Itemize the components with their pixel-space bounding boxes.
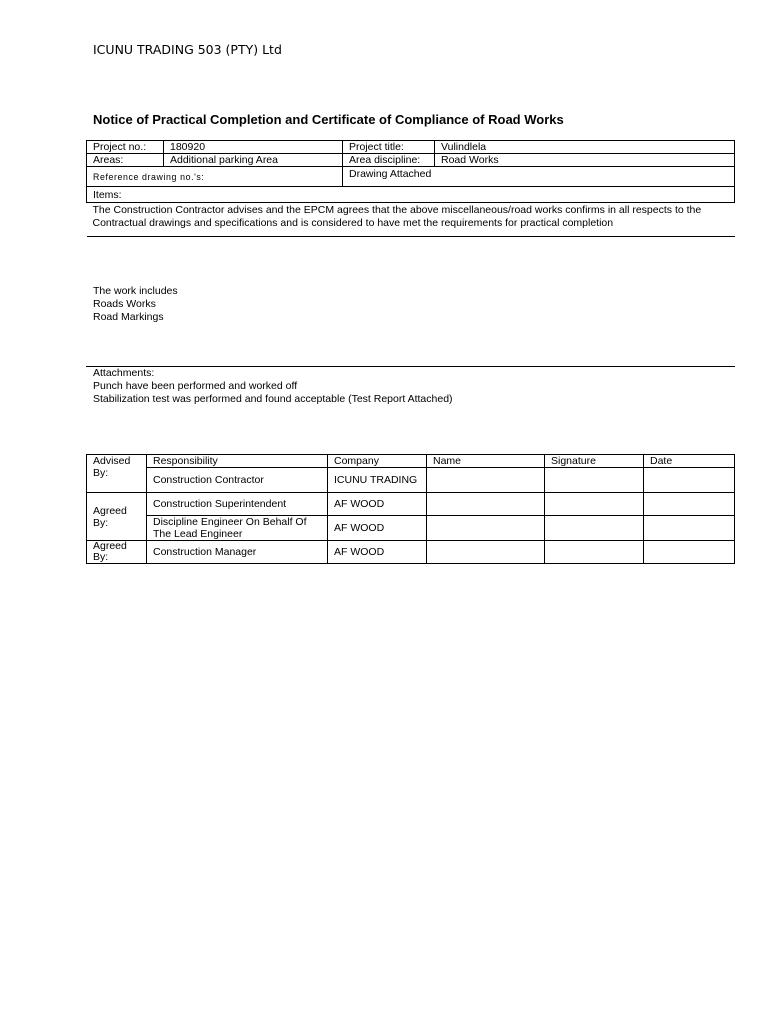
advised-label-line: Advised	[93, 455, 131, 467]
header-name: Name	[427, 455, 545, 468]
reference-drawing-row	[87, 167, 735, 187]
responsibility-line: Discipline Engineer On Behalf Of	[153, 516, 307, 528]
reference-drawing-label: Reference drawing no.'s:	[93, 171, 205, 182]
agreed-by-label-2	[87, 541, 147, 564]
table-row	[87, 516, 735, 541]
items-label: Items:	[93, 188, 122, 201]
name-field[interactable]	[427, 516, 545, 541]
company-cell: AF WOOD	[328, 493, 427, 516]
statement-line-1: The Construction Contractor advises and the EPCM agrees that the above miscellaneous/road works confirms in all respects to the	[92, 204, 702, 216]
project-title-value: Vulindlela	[435, 141, 735, 154]
area-discipline-value: Road Works	[435, 154, 735, 167]
document-title: Notice of Practical Completion and Certificate of Compliance of Road Works	[93, 112, 564, 127]
agreed-label-line: By:	[93, 551, 109, 563]
signature-field[interactable]	[545, 516, 644, 541]
compliance-statement	[87, 203, 735, 237]
agreed-label-line: By:	[93, 516, 109, 529]
statement-row	[87, 203, 735, 237]
date-field[interactable]	[644, 541, 735, 564]
table-row	[87, 541, 735, 564]
responsibility-line: The Lead Engineer	[153, 528, 243, 540]
responsibility-cell: Construction Contractor	[147, 468, 328, 493]
signature-field[interactable]	[545, 468, 644, 493]
attachment-item: Stabilization test was performed and found acceptable (Test Report Attached)	[93, 393, 453, 405]
header-signature: Signature	[545, 455, 644, 468]
project-title-label: Project title:	[343, 141, 435, 154]
areas-row	[87, 154, 735, 167]
area-discipline-label: Area discipline:	[343, 154, 435, 167]
items-row	[87, 187, 735, 203]
statement-line-2: Contractual drawings and specifications and is considered to have met the requirements for practical completion	[92, 217, 614, 229]
responsibility-cell: Construction Superintendent	[147, 493, 328, 516]
items-cell	[87, 187, 735, 203]
attachment-item: Punch have been performed and worked off	[93, 380, 298, 392]
table-row	[87, 468, 735, 493]
header-company: Company	[328, 455, 427, 468]
date-field[interactable]	[644, 468, 735, 493]
reference-drawing-value	[343, 167, 735, 187]
areas-value: Additional parking Area	[164, 154, 343, 167]
signature-field[interactable]	[545, 493, 644, 516]
company-name: ICUNU TRADING 503 (PTY) Ltd	[93, 42, 282, 57]
company-cell: AF WOOD	[328, 516, 427, 541]
header-responsibility: Responsibility	[147, 455, 328, 468]
work-item: Road Markings	[93, 311, 164, 323]
agreed-label-line: Agreed	[93, 504, 127, 517]
work-includes-section	[93, 285, 178, 324]
advised-label-line: By:	[93, 467, 109, 479]
project-no-label: Project no.:	[87, 141, 164, 154]
table-row	[87, 493, 735, 516]
project-row	[87, 141, 735, 154]
date-field[interactable]	[644, 516, 735, 541]
project-info-table	[86, 140, 735, 237]
responsibility-cell	[147, 516, 328, 541]
reference-drawing-label-cell	[87, 167, 343, 187]
advised-by-label	[87, 455, 147, 493]
work-intro: The work includes	[93, 285, 178, 297]
agreed-by-label	[87, 493, 147, 541]
company-cell: ICUNU TRADING	[328, 468, 427, 493]
company-cell: AF WOOD	[328, 541, 427, 564]
attachments-label: Attachments:	[93, 367, 155, 379]
work-item: Roads Works	[93, 298, 156, 310]
signoff-table	[86, 454, 735, 564]
name-field[interactable]	[427, 541, 545, 564]
attachments-section	[93, 367, 453, 406]
project-no-value: 180920	[164, 141, 343, 154]
signature-field[interactable]	[545, 541, 644, 564]
agreed-label-line: Agreed	[93, 540, 127, 552]
name-field[interactable]	[427, 468, 545, 493]
header-date: Date	[644, 455, 735, 468]
name-field[interactable]	[427, 493, 545, 516]
responsibility-cell: Construction Manager	[147, 541, 328, 564]
areas-label: Areas:	[87, 154, 164, 167]
signoff-header-row	[87, 455, 735, 468]
date-field[interactable]	[644, 493, 735, 516]
reference-drawing-text: Drawing Attached	[349, 168, 432, 180]
